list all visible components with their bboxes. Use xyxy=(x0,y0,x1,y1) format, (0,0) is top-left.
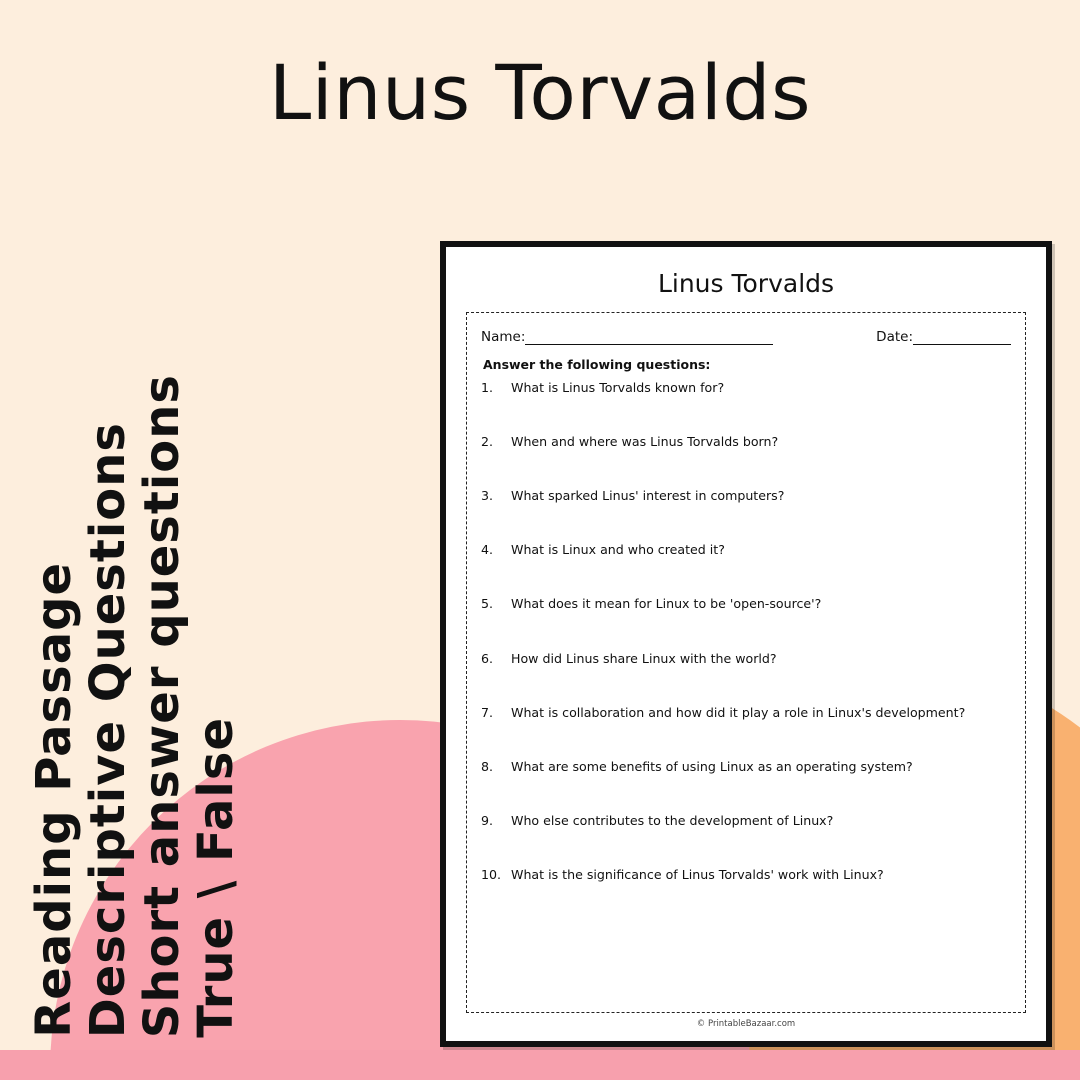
worksheet-title: Linus Torvalds xyxy=(657,269,835,298)
date-input-line[interactable] xyxy=(913,331,1011,345)
list-item xyxy=(481,380,1011,395)
question-list xyxy=(481,380,1011,921)
question-number: 10. xyxy=(481,866,502,882)
feature-label-descriptive-questions: Descriptive Questions xyxy=(80,421,136,1038)
list-item xyxy=(481,488,1011,503)
question-text: When and where was Linus Torvalds born? xyxy=(511,434,779,450)
question-number: 8. xyxy=(481,758,494,774)
worksheet-content-box xyxy=(466,312,1026,1013)
list-item xyxy=(481,542,1011,557)
date-field[interactable] xyxy=(876,329,1011,345)
question-number: 9. xyxy=(481,812,494,828)
question-number: 4. xyxy=(481,542,494,558)
question-text: Who else contributes to the development of Linux? xyxy=(511,812,834,828)
question-number: 7. xyxy=(481,704,494,720)
question-number: 6. xyxy=(481,650,494,666)
name-input-line[interactable] xyxy=(525,331,773,345)
list-item xyxy=(481,867,1011,882)
poster-title: Linus Torvalds xyxy=(268,48,812,137)
feature-label-group xyxy=(26,278,246,1038)
feature-label-short-answer-questions: Short answer questions xyxy=(134,373,190,1038)
question-text: What does it mean for Linux to be 'open-source'? xyxy=(511,596,822,612)
question-text: What sparked Linus' interest in computers? xyxy=(511,488,785,504)
question-text: What is the significance of Linus Torvalds' work with Linux? xyxy=(511,866,884,882)
list-item xyxy=(481,596,1011,611)
list-item xyxy=(481,759,1011,774)
question-text: What is collaboration and how did it play a role in Linux's development? xyxy=(511,704,966,720)
question-text: What are some benefits of using Linux as an operating system? xyxy=(511,758,913,774)
question-number: 3. xyxy=(481,488,494,504)
credit-text: © PrintableBazaar.com xyxy=(696,1019,796,1029)
question-number: 2. xyxy=(481,434,494,450)
date-label: Date: xyxy=(876,329,913,345)
name-date-row xyxy=(481,329,1011,345)
question-number: 5. xyxy=(481,596,494,612)
question-number: 1. xyxy=(481,380,494,395)
name-label: Name: xyxy=(481,329,526,345)
feature-label-true-false: True \ False xyxy=(188,717,244,1038)
question-text: What is Linus Torvalds known for? xyxy=(511,380,725,395)
question-text: What is Linux and who created it? xyxy=(511,542,725,558)
list-item xyxy=(481,813,1011,828)
worksheet-preview xyxy=(440,241,1052,1047)
instructions-text: Answer the following questions: xyxy=(483,357,711,372)
list-item xyxy=(481,651,1011,666)
name-field[interactable] xyxy=(481,329,773,345)
pink-bottom-bar xyxy=(0,1050,1080,1080)
list-item xyxy=(481,434,1011,449)
list-item xyxy=(481,705,1011,720)
feature-label-reading-passage: Reading Passage xyxy=(26,562,82,1038)
question-text: How did Linus share Linux with the world? xyxy=(511,650,777,666)
